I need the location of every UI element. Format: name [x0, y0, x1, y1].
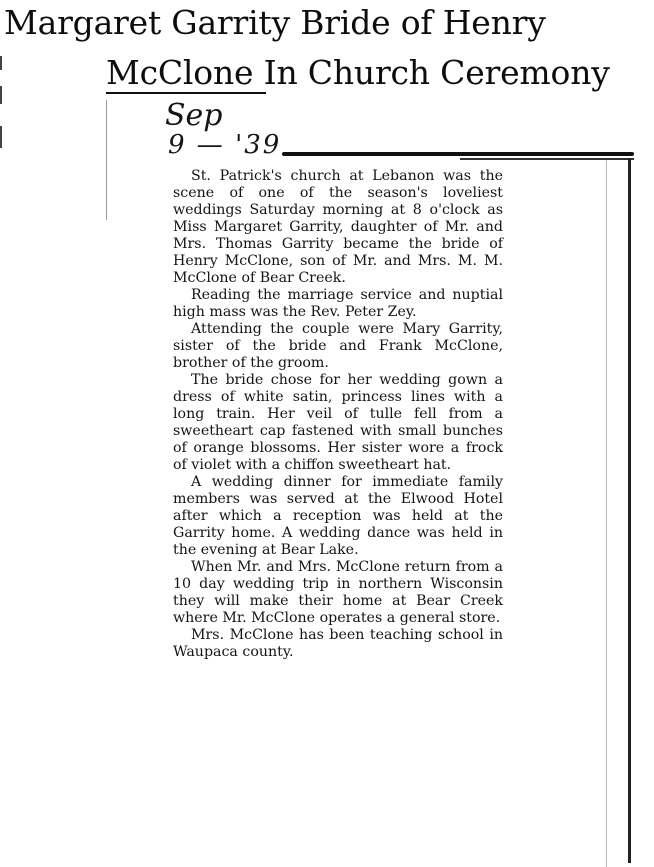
margin-rule: [106, 100, 107, 220]
article-paragraph: Reading the marriage service and nuptial high mass was the Rev. Peter Zey.: [173, 287, 503, 320]
article-paragraph: The bride chose for her wedding gown a dress of white satin, princess lines with a long train. Her veil of tulle fell from a sweetheart cap fastened with small bunches of orange blossoms. Her sister wore a frock of violet with a chiffon sweetheart hat.: [173, 372, 503, 473]
headline-line-1: Margaret Garrity Bride of Henry: [4, 3, 546, 42]
left-margin-tick: [0, 56, 2, 70]
article-paragraph: A wedding dinner for immediate family members was served at the Elwood Hotel after which a reception was held at the Garrity home. A wedding dance was held in the evening at Bear Lake.: [173, 474, 503, 558]
article-paragraph: When Mr. and Mrs. McClone return from a 10 day wedding trip in northern Wisconsin they will make their home at Bear Creek where Mr. McClone operates a general store.: [173, 559, 503, 626]
headline-underline: [106, 92, 266, 94]
article-body: [173, 168, 503, 661]
clipping-edge: [606, 160, 607, 867]
column-right-rule: [628, 158, 631, 863]
article-paragraph: St. Patrick's church at Lebanon was the scene of one of the season's loveliest weddings Saturday morning at 8 o'clock as Miss Margaret Garrity, daughter of Mr. and Mrs. Thomas Garrity became the bride of Henry McClone, son of Mr. and Mrs. M. M. McClone of Bear Creek.: [173, 168, 503, 286]
handwritten-month: Sep: [165, 98, 223, 133]
headline-line-2: McClone In Church Ceremony: [106, 53, 610, 92]
article-paragraph: Mrs. McClone has been teaching school in Waupaca county.: [173, 627, 503, 660]
column-top-rule: [282, 152, 634, 156]
left-margin-tick: [0, 126, 2, 148]
handwritten-date: 9 — '39: [168, 130, 282, 160]
column-top-rule-secondary: [460, 158, 634, 160]
article-paragraph: Attending the couple were Mary Garrity, sister of the bride and Frank McClone, brother of the groom.: [173, 321, 503, 371]
left-margin-tick: [0, 86, 2, 104]
